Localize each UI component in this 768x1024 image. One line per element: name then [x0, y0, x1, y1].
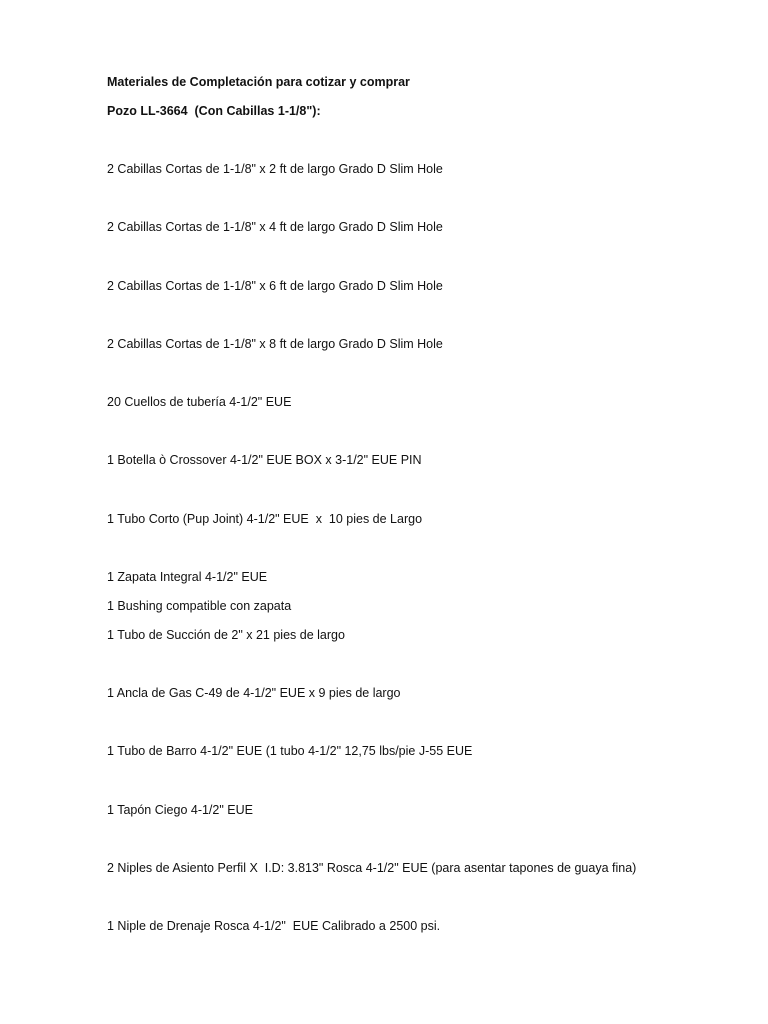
list-item: 1 Tubo Corto (Pup Joint) 4-1/2" EUE x 10 pies de Largo — [107, 512, 423, 526]
list-item: 2 Cabillas Cortas de 1-1/8" x 4 ft de largo Grado D Slim Hole — [107, 220, 443, 234]
list-item: 2 Cabillas Cortas de 1-1/8" x 8 ft de largo Grado D Slim Hole — [107, 337, 443, 351]
list-item: 2 Cabillas Cortas de 1-1/8" x 6 ft de largo Grado D Slim Hole — [107, 279, 443, 293]
list-item: 1 Tubo de Succión de 2" x 21 pies de largo — [107, 628, 345, 642]
list-item: 1 Tapón Ciego 4-1/2" EUE — [107, 803, 253, 817]
list-item: 1 Zapata Integral 4-1/2" EUE — [107, 570, 268, 584]
list-item: 1 Bushing compatible con zapata — [107, 599, 292, 613]
list-item: 1 Ancla de Gas C-49 de 4-1/2" EUE x 9 pies de largo — [107, 686, 401, 700]
document-title: Materiales de Completación para cotizar y comprar — [107, 75, 410, 89]
list-item: 1 Tubo de Barro 4-1/2" EUE (1 tubo 4-1/2" 12,75 lbs/pie J-55 EUE — [107, 744, 473, 758]
list-item: 1 Botella ò Crossover 4-1/2" EUE BOX x 3-1/2" EUE PIN — [107, 453, 422, 467]
list-item: 2 Niples de Asiento Perfil X I.D: 3.813" Rosca 4-1/2" EUE (para asentar tapones de guaya fina) — [107, 861, 637, 875]
well-heading: Pozo LL-3664 (Con Cabillas 1-1/8"): — [107, 104, 321, 118]
list-item: 2 Cabillas Cortas de 1-1/8" x 2 ft de largo Grado D Slim Hole — [107, 162, 443, 176]
list-item: 20 Cuellos de tubería 4-1/2" EUE — [107, 395, 292, 409]
list-item: 1 Niple de Drenaje Rosca 4-1/2" EUE Calibrado a 2500 psi. — [107, 919, 441, 933]
